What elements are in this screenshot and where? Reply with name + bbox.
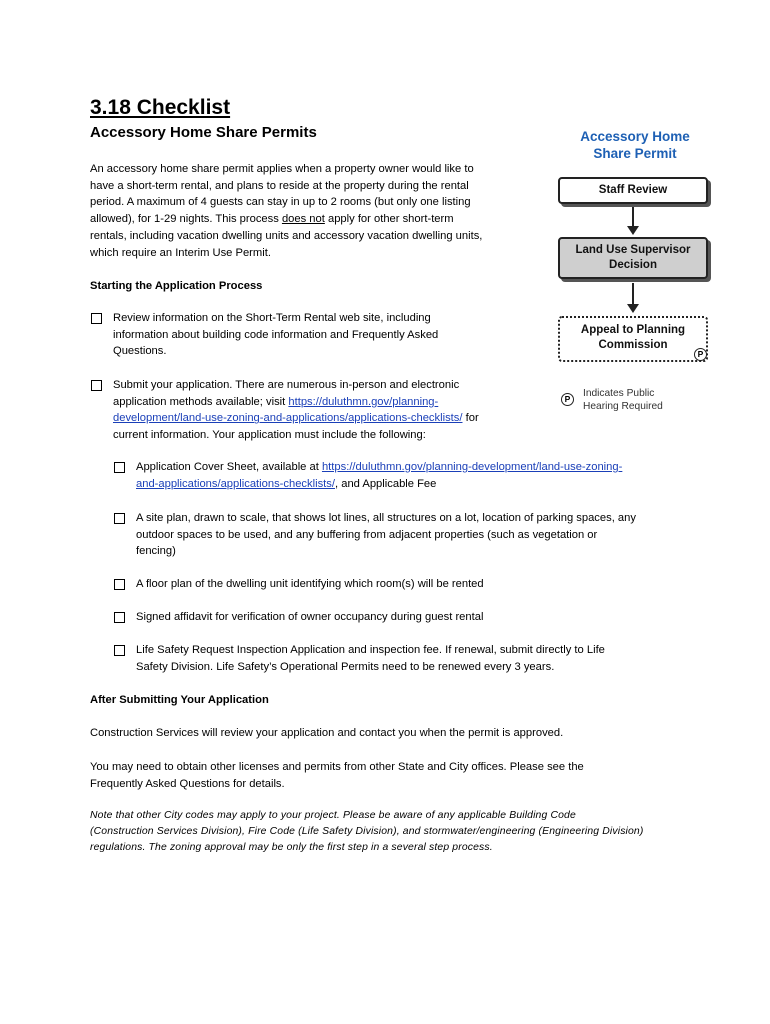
- intro-line: [90, 211, 530, 228]
- step2-checkbox[interactable]: [91, 380, 102, 391]
- intro-line: period. A maximum of 4 guests can stay in up to 2 rooms (but only one listing: [90, 196, 471, 209]
- step2-text-part: application methods available; visit: [113, 395, 289, 408]
- other-licenses-paragraph: [90, 759, 680, 792]
- flowchart-title: [560, 128, 710, 162]
- floor-plan-checkbox[interactable]: [114, 579, 125, 590]
- site-plan-line: outdoor spaces to be used, and any buffering from adjacent properties (such as vegetation or: [136, 528, 598, 541]
- note-line: Note that other City codes may apply to your project. Please be aware of any applicable Building Code: [90, 810, 576, 821]
- lus-line: Decision: [609, 259, 657, 271]
- does-not-emphasis: does not: [281, 213, 325, 226]
- cover-line: [136, 459, 696, 476]
- affidavit-checkbox[interactable]: [114, 612, 125, 623]
- step2-text: [113, 377, 543, 444]
- step1-line: Review information on the Short-Term Rental web site, including: [113, 312, 431, 324]
- step2-text-part: for: [462, 412, 479, 425]
- intro-text: apply for other short-term: [324, 213, 454, 226]
- cover-sheet-item: [136, 459, 696, 492]
- step1-line: Questions.: [113, 345, 167, 358]
- site-plan-item: [136, 510, 696, 560]
- lus-line: Land Use Supervisor: [575, 244, 691, 256]
- cover-text: Application Cover Sheet, available at: [136, 461, 322, 473]
- after-paragraph: Construction Services will review your application and contact you when the permit is approved.: [90, 727, 564, 739]
- intro-line: have a short-term rental, and plans to reside at the property during the rental: [90, 179, 469, 192]
- step2-line: Submit your application. There are numerous in-person and electronic: [113, 379, 460, 391]
- note-line: regulations. The zoning approval may be only the first step in a several step process.: [90, 841, 493, 853]
- intro-paragraph: [90, 161, 530, 261]
- life-safety-item: [136, 642, 696, 675]
- after-heading: After Submitting Your Application: [90, 694, 269, 706]
- intro-text: allowed), for 1-29 nights. This process: [90, 213, 282, 226]
- cover-text: , and Applicable Fee: [335, 477, 437, 490]
- legend-line: Hearing Required: [583, 401, 663, 412]
- intro-line: which require an Interim Use Permit.: [90, 246, 271, 259]
- public-hearing-icon: P: [694, 348, 707, 361]
- site-plan-line: A site plan, drawn to scale, that shows lot lines, all structures on a lot, location of parking spaces, any: [136, 512, 636, 524]
- step1-line: information about building code information and Frequently Asked: [113, 328, 439, 341]
- flowchart-title-line: Share Permit: [593, 146, 677, 161]
- cover-sheet-checkbox[interactable]: [114, 462, 125, 473]
- cover-sheet-link-cont[interactable]: and-applications/applications-checklists/: [136, 477, 335, 490]
- flowchart-legend: [583, 387, 663, 413]
- flowchart-title-line: Accessory Home: [580, 129, 690, 144]
- cover-line: [136, 476, 696, 493]
- step2-line: [113, 394, 543, 411]
- other-licenses-line: Frequently Asked Questions for details.: [90, 777, 285, 790]
- step2-line: [113, 410, 543, 427]
- floor-plan-item: A floor plan of the dwelling unit identifying which room(s) will be rented: [136, 578, 484, 590]
- starting-heading: Starting the Application Process: [90, 280, 263, 292]
- intro-line: rentals, including vacation dwelling units and accessory vacation dwelling units,: [90, 229, 483, 242]
- appeal-line: Appeal to Planning: [580, 324, 686, 336]
- public-hearing-legend-icon: P: [561, 393, 574, 406]
- step2-line: current information. Your application must include the following:: [113, 429, 426, 442]
- appeal-box: [558, 316, 708, 362]
- arrow-down-2: [632, 283, 634, 305]
- intro-line: An accessory home share permit applies when a property owner would like to: [90, 163, 474, 175]
- checklists-link-cont[interactable]: development/land-use-zoning-and-applications/applications-checklists/: [113, 412, 463, 425]
- staff-review-box: Staff Review: [558, 177, 708, 204]
- legend-line: Indicates Public: [583, 388, 655, 399]
- checklists-link[interactable]: https://duluthmn.gov/planning-: [288, 395, 439, 408]
- affidavit-item: Signed affidavit for verification of owner occupancy during guest rental: [136, 611, 484, 623]
- site-plan-checkbox[interactable]: [114, 513, 125, 524]
- other-licenses-line: You may need to obtain other licenses and permits from other State and City offices. Please see the: [90, 761, 584, 773]
- step1-text: [113, 310, 533, 360]
- step1-checkbox[interactable]: [91, 313, 102, 324]
- life-safety-checkbox[interactable]: [114, 645, 125, 656]
- life-safety-line: Life Safety Request Inspection Application and inspection fee. If renewal, submit directly to Life: [136, 644, 605, 656]
- arrow-down-1: [632, 207, 634, 227]
- cover-sheet-link[interactable]: https://duluthmn.gov/planning-development/land-use-zoning-: [321, 461, 623, 473]
- page-title: 3.18 Checklist: [90, 96, 231, 119]
- note-paragraph: [90, 808, 690, 855]
- note-line: (Construction Services Division), Fire Code (Life Safety Division), and stormwater/engineering (Engineering Division): [90, 825, 644, 837]
- site-plan-line: fencing): [136, 545, 176, 558]
- life-safety-line: Safety Division. Life Safety’s Operational Permits need to be renewed every 3 years.: [136, 660, 555, 673]
- land-use-decision-box: [558, 237, 708, 279]
- appeal-line: Commission: [598, 339, 668, 351]
- page-subtitle: Accessory Home Share Permits: [90, 124, 317, 141]
